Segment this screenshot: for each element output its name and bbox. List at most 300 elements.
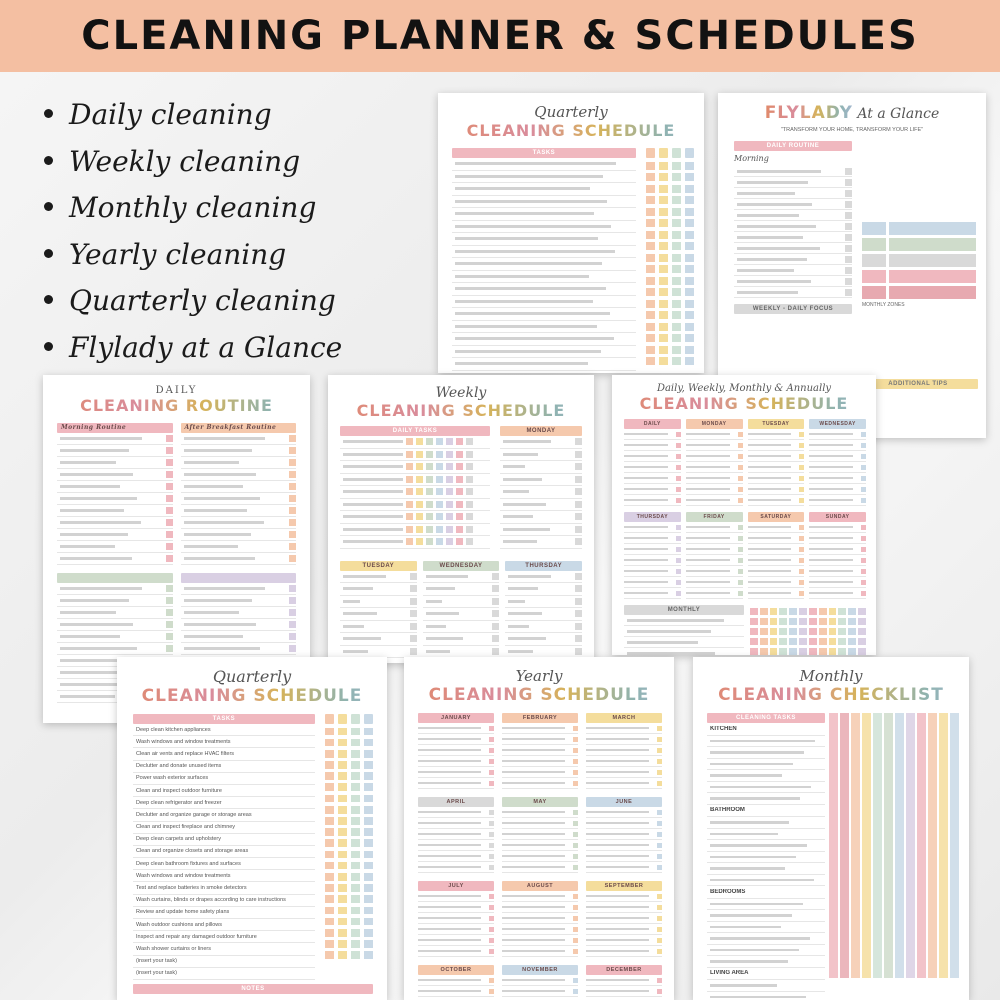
checkbox xyxy=(575,538,582,545)
checkbox xyxy=(426,488,433,495)
row-line xyxy=(502,811,565,814)
row-line xyxy=(748,433,792,436)
checkbox xyxy=(575,438,582,445)
table-row xyxy=(686,429,743,440)
table-row xyxy=(418,924,494,935)
checkbox xyxy=(446,501,453,508)
checkbox xyxy=(489,810,494,815)
table-row xyxy=(624,484,681,495)
day-header: TUESDAY xyxy=(748,419,805,429)
checkbox xyxy=(575,476,582,483)
checkbox xyxy=(799,591,804,596)
task-text: Wash curtains, blinds or drapes according to care instructions xyxy=(136,897,286,904)
table-row xyxy=(734,199,852,210)
table-row xyxy=(181,469,297,481)
checkbox xyxy=(489,989,494,994)
checkbox xyxy=(351,806,360,814)
checkbox xyxy=(659,208,668,216)
row-line xyxy=(455,225,611,228)
checkbox xyxy=(799,476,804,481)
checkbox xyxy=(676,591,681,596)
table-row xyxy=(734,276,852,287)
table-row xyxy=(686,440,743,451)
month-column xyxy=(779,605,787,655)
checkbox xyxy=(489,759,494,764)
checkbox xyxy=(646,300,655,308)
month-header: SEPTEMBER xyxy=(586,881,662,891)
table-row xyxy=(686,577,743,588)
row-line xyxy=(686,537,730,540)
checkbox xyxy=(364,728,373,736)
checkbox xyxy=(845,201,852,208)
row-line xyxy=(455,337,614,340)
checkbox xyxy=(351,750,360,758)
routine-rows xyxy=(181,433,297,565)
day-block xyxy=(809,419,866,506)
checkbox xyxy=(659,334,668,342)
table-row xyxy=(181,517,297,529)
checkbox xyxy=(573,748,578,753)
table-row xyxy=(586,734,662,745)
row-line xyxy=(627,619,724,622)
checkbox xyxy=(289,645,296,652)
checkbox xyxy=(838,618,846,625)
checkbox xyxy=(289,519,296,526)
month-column xyxy=(895,713,904,978)
checkbox xyxy=(861,525,866,530)
table-row xyxy=(502,986,578,997)
table-row xyxy=(624,588,681,599)
checkbox xyxy=(426,451,433,458)
row-line xyxy=(418,979,481,982)
month-column xyxy=(917,713,926,978)
checkbox xyxy=(685,323,694,331)
table-row xyxy=(181,529,297,541)
checkbox xyxy=(364,907,373,915)
table-row xyxy=(500,486,582,499)
row-line xyxy=(455,300,593,303)
table-row xyxy=(809,566,866,577)
morning-label: Morning xyxy=(734,154,769,163)
row-line xyxy=(184,509,248,512)
checkbox xyxy=(657,843,662,848)
table-row xyxy=(586,756,662,767)
table-row xyxy=(686,555,743,566)
checkbox xyxy=(685,277,694,285)
checkbox xyxy=(672,265,681,273)
table-row xyxy=(748,544,805,555)
month-column xyxy=(809,605,817,655)
checkbox xyxy=(799,525,804,530)
checkbox xyxy=(416,501,423,508)
checkbox xyxy=(646,196,655,204)
checkbox xyxy=(166,633,173,640)
checkbox xyxy=(489,894,494,899)
table-row xyxy=(452,296,636,309)
table-row xyxy=(500,436,582,449)
row-line xyxy=(455,250,615,253)
checkbox xyxy=(672,323,681,331)
checkbox xyxy=(436,538,443,545)
checkbox xyxy=(416,526,423,533)
checkbox xyxy=(676,580,681,585)
row-line xyxy=(343,465,403,468)
table-row xyxy=(624,637,744,648)
checkbox xyxy=(166,597,173,604)
row-line xyxy=(686,581,730,584)
checkbox xyxy=(858,648,866,655)
month-header: DECEMBER xyxy=(586,965,662,975)
table-row xyxy=(181,553,297,565)
checkbox xyxy=(406,463,413,470)
checkbox xyxy=(325,817,334,825)
checkbox xyxy=(456,538,463,545)
month-header: MAY xyxy=(502,797,578,807)
checkbox xyxy=(575,488,582,495)
checkbox xyxy=(364,817,373,825)
row-line xyxy=(343,587,373,590)
sheet-script-title: Yearly xyxy=(515,667,563,685)
month-block xyxy=(418,965,494,1000)
month-column xyxy=(928,713,937,978)
day-block xyxy=(748,419,805,506)
checkbox xyxy=(351,795,360,803)
row-line xyxy=(455,362,588,365)
table-row xyxy=(340,486,490,499)
checkbox xyxy=(770,608,778,615)
table-row xyxy=(748,522,805,533)
month-column xyxy=(884,713,893,978)
table-row xyxy=(505,583,582,596)
checkbox xyxy=(738,591,743,596)
row-line xyxy=(426,600,443,603)
checkbox xyxy=(858,628,866,635)
month-block xyxy=(418,713,494,789)
checkbox xyxy=(848,638,856,645)
table-row xyxy=(133,748,315,760)
table-row xyxy=(707,980,825,992)
table-row xyxy=(500,449,582,462)
checkbox xyxy=(325,783,334,791)
checkbox xyxy=(489,949,494,954)
row-line xyxy=(624,570,668,573)
checkbox xyxy=(325,828,334,836)
column-header xyxy=(364,714,373,724)
row-line xyxy=(686,499,730,502)
table-row xyxy=(586,807,662,818)
table-row xyxy=(734,210,852,221)
table-row xyxy=(423,583,500,596)
table-row xyxy=(452,321,636,334)
column-header xyxy=(325,714,334,724)
task-text: Clean and organize closets and storage areas xyxy=(136,848,249,855)
row-line xyxy=(503,490,529,493)
zone-label xyxy=(862,254,886,267)
table-row xyxy=(418,818,494,829)
feature-item: Daily cleaning xyxy=(44,92,342,139)
row-line xyxy=(184,587,266,590)
month-header: APRIL xyxy=(418,797,494,807)
checkbox xyxy=(646,185,655,193)
table-row xyxy=(707,852,825,864)
daily-task-grid xyxy=(340,436,490,549)
row-line xyxy=(624,477,668,480)
checkbox xyxy=(325,739,334,747)
checkbox xyxy=(809,618,817,625)
monthly-grid xyxy=(750,605,866,655)
checkbox xyxy=(760,618,768,625)
row-line xyxy=(809,548,853,551)
row-line xyxy=(624,537,668,540)
checkbox xyxy=(466,476,473,483)
checkbox xyxy=(676,547,681,552)
table-row xyxy=(734,243,852,254)
table-row xyxy=(133,785,315,797)
row-line xyxy=(455,212,594,215)
checkbox xyxy=(672,254,681,262)
table-row xyxy=(418,862,494,873)
checkbox xyxy=(416,476,423,483)
row-line xyxy=(503,528,550,531)
checkbox xyxy=(489,726,494,731)
checkbox xyxy=(779,648,787,655)
weekly-focus-header: WEEKLY - DAILY FOCUS xyxy=(734,304,852,314)
sheet-title: CLEANING SCHEDULE xyxy=(404,685,674,705)
checkbox xyxy=(416,451,423,458)
table-row xyxy=(748,429,805,440)
row-line xyxy=(737,192,795,195)
table-row xyxy=(500,536,582,549)
row-line xyxy=(343,650,368,653)
row-line xyxy=(60,611,116,614)
table-row xyxy=(624,429,681,440)
row-line xyxy=(60,521,141,524)
table-row xyxy=(452,271,636,284)
table-row xyxy=(133,919,315,931)
checkbox xyxy=(573,810,578,815)
wednesday-header: WEDNESDAY xyxy=(423,561,500,571)
table-row xyxy=(418,975,494,986)
checkbox xyxy=(738,498,743,503)
checkbox xyxy=(573,781,578,786)
checkbox xyxy=(426,538,433,545)
table-row xyxy=(502,767,578,778)
checkbox xyxy=(573,927,578,932)
table-row xyxy=(418,986,494,997)
checkbox xyxy=(779,618,787,625)
row-line xyxy=(502,939,565,942)
table-row xyxy=(418,913,494,924)
checkbox xyxy=(573,737,578,742)
checkbox xyxy=(646,173,655,181)
checkbox xyxy=(436,488,443,495)
row-line xyxy=(455,350,601,353)
checkbox xyxy=(436,526,443,533)
table-row xyxy=(748,533,805,544)
row-line xyxy=(586,844,649,847)
checkbox xyxy=(338,817,347,825)
row-line xyxy=(418,782,481,785)
checkbox xyxy=(436,476,443,483)
table-row xyxy=(57,517,173,529)
zone-label xyxy=(862,286,886,299)
checkbox xyxy=(466,488,473,495)
checkbox xyxy=(646,265,655,273)
checkbox xyxy=(325,907,334,915)
checkbox xyxy=(426,501,433,508)
checkbox-column xyxy=(325,714,334,980)
table-row xyxy=(586,767,662,778)
row-line xyxy=(809,592,853,595)
row-line xyxy=(748,570,792,573)
checkbox xyxy=(861,476,866,481)
table-row xyxy=(181,457,297,469)
row-line xyxy=(60,497,137,500)
checkbox xyxy=(789,648,797,655)
row-line xyxy=(809,466,853,469)
checkbox xyxy=(364,772,373,780)
checkbox xyxy=(659,196,668,204)
checkbox xyxy=(338,918,347,926)
checkbox xyxy=(657,905,662,910)
checkbox xyxy=(685,231,694,239)
table-row xyxy=(624,440,681,451)
daily-tasks-header: DAILY TASKS xyxy=(340,426,490,436)
checkbox xyxy=(489,832,494,837)
zone-desc xyxy=(889,254,976,267)
row-line xyxy=(686,466,730,469)
table-row xyxy=(423,633,500,646)
checkbox xyxy=(845,289,852,296)
checkbox xyxy=(659,173,668,181)
table-row xyxy=(707,992,825,1000)
checkbox xyxy=(659,231,668,239)
checkbox xyxy=(338,839,347,847)
month-column xyxy=(838,605,846,655)
checkbox xyxy=(489,927,494,932)
month-column xyxy=(789,605,797,655)
table-row xyxy=(686,462,743,473)
checkbox xyxy=(646,277,655,285)
monday-rows xyxy=(500,436,582,549)
day-block xyxy=(686,512,743,599)
checkbox xyxy=(446,476,453,483)
checkbox xyxy=(646,323,655,331)
table-row xyxy=(686,544,743,555)
combined-schedule-sheet xyxy=(612,375,876,655)
day-header: SUNDAY xyxy=(809,512,866,522)
row-line xyxy=(60,533,128,536)
day-block xyxy=(809,512,866,599)
table-row xyxy=(502,935,578,946)
zone-label xyxy=(862,222,886,235)
table-row xyxy=(418,734,494,745)
row-line xyxy=(426,575,469,578)
row-line xyxy=(710,996,806,999)
checkbox xyxy=(848,628,856,635)
row-line xyxy=(455,262,602,265)
checkbox xyxy=(838,628,846,635)
row-line xyxy=(502,771,565,774)
checkbox xyxy=(338,795,347,803)
checkbox xyxy=(364,895,373,903)
checkbox xyxy=(351,907,360,915)
checkbox xyxy=(799,547,804,552)
table-row xyxy=(452,308,636,321)
checkbox xyxy=(406,526,413,533)
checkbox xyxy=(573,989,578,994)
month-column xyxy=(851,713,860,978)
morning-routine-header: Morning Routine xyxy=(57,423,173,433)
row-line xyxy=(184,647,261,650)
task-text: Clean air vents and replace HVAC filters xyxy=(136,750,235,757)
table-row xyxy=(181,493,297,505)
sheet-script-title: Daily, Weekly, Monthly & Annually xyxy=(656,383,832,394)
row-line xyxy=(710,833,778,836)
checkbox xyxy=(406,513,413,520)
checkbox xyxy=(410,598,417,605)
month-block xyxy=(502,965,578,1000)
checkbox xyxy=(672,346,681,354)
checkbox xyxy=(657,759,662,764)
checkbox xyxy=(436,451,443,458)
day-header: MONDAY xyxy=(686,419,743,429)
monday-header: MONDAY xyxy=(500,426,582,436)
tuesday-header: TUESDAY xyxy=(340,561,417,571)
row-line xyxy=(586,928,649,931)
table-row xyxy=(340,596,417,609)
checkbox xyxy=(858,618,866,625)
checkbox xyxy=(575,513,582,520)
row-line xyxy=(710,949,799,952)
checkbox xyxy=(659,277,668,285)
checkbox xyxy=(799,536,804,541)
row-line xyxy=(418,822,481,825)
checkbox xyxy=(672,357,681,365)
row-line xyxy=(343,453,403,456)
table-row xyxy=(340,608,417,621)
table-row xyxy=(586,862,662,873)
table-row xyxy=(505,596,582,609)
checkbox xyxy=(364,761,373,769)
checkbox xyxy=(858,638,866,645)
checkbox xyxy=(416,488,423,495)
checkbox xyxy=(573,854,578,859)
checkbox xyxy=(659,311,668,319)
checkbox xyxy=(410,585,417,592)
table-row xyxy=(734,265,852,276)
row-line xyxy=(737,181,808,184)
checkbox xyxy=(338,862,347,870)
section-title: BATHROOM xyxy=(710,807,745,814)
row-line xyxy=(418,906,481,909)
checkbox xyxy=(799,608,807,615)
checkbox xyxy=(672,185,681,193)
row-line xyxy=(586,782,649,785)
checkbox xyxy=(338,873,347,881)
checkbox xyxy=(166,483,173,490)
month-column xyxy=(858,605,866,655)
row-line xyxy=(627,652,715,655)
table-row xyxy=(502,723,578,734)
checkbox xyxy=(489,781,494,786)
task-text: Power wash exterior surfaces xyxy=(136,775,209,782)
checkbox xyxy=(659,219,668,227)
row-line xyxy=(343,503,403,506)
checkbox xyxy=(364,750,373,758)
checkbox xyxy=(657,832,662,837)
table-row xyxy=(340,436,490,449)
